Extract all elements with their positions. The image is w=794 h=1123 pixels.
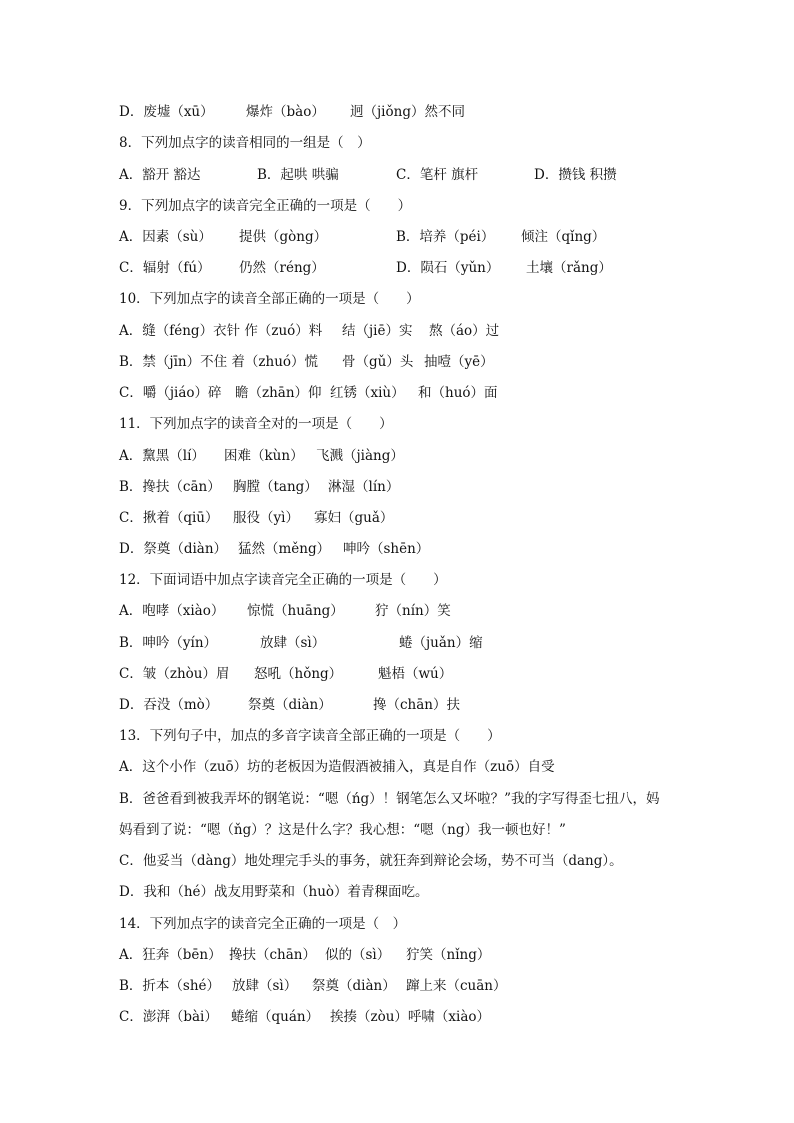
option-text: D．吞没（mò） [119, 697, 219, 713]
option-text: 抽噎（yē） [424, 354, 494, 370]
option-text: 土壤（rǎng） [526, 260, 612, 276]
option-d: D．攒钱 积攒 [534, 167, 617, 183]
option-text: 蹿上来（cuān） [406, 978, 507, 994]
option-text: A．缝（féng）衣针 作（zuó）料 [119, 323, 323, 339]
option-text: 仍然（réng） [239, 260, 325, 276]
option-text: C．辐射（fú） [119, 260, 211, 276]
question-text: 14．下列加点字的读音完全正确的一项是（ ） [119, 916, 407, 932]
option-text: 怒吼（hǒng） [254, 666, 343, 682]
option-text: 瞻（zhān）仰 [235, 385, 322, 401]
option-text: C．揪着（qiū） [119, 510, 219, 526]
option-text: 狞（nín）笑 [375, 603, 451, 619]
option-text: D．我和（hé）战友用野菜和（huò）着青稞面吃。 [119, 884, 429, 900]
option-text: 提供（gòng） [239, 229, 328, 245]
option-text: 搀扶（chān） [229, 947, 316, 963]
option-text: B．培养（péi） [396, 229, 495, 245]
option-text: A．这个小作（zuō）坊的老板因为造假酒被捕入，真是自作（zuō）自受 [119, 759, 555, 775]
option-b: B．起哄 哄骗 [257, 167, 339, 183]
question-text: 8．下列加点字的读音相同的一组是（ ） [119, 135, 371, 151]
option-text: C．他妥当（dàng）地处理完手头的事务，就狂奔到辩论会场，势不可当（dang）。 [119, 853, 623, 869]
question-text: 9．下列加点字的读音完全正确的一项是（ ） [119, 198, 412, 214]
option-c: C．笔杆 旗杆 [396, 167, 479, 183]
option-text: C．皱（zhòu）眉 [119, 666, 230, 682]
option-text: D．陨石（yǔn） [396, 260, 500, 276]
option-text: 和（huó）面 [418, 385, 498, 401]
option-text: A．狂奔（bēn） [119, 947, 222, 963]
option-text: 迥（jiǒng）然不同 [350, 104, 465, 120]
option-text: 放肆（sì） [232, 978, 298, 994]
option-text: 魁梧（wú） [378, 666, 453, 682]
option-text: 挨揍（zòu）呼啸（xiào） [330, 1009, 491, 1025]
option-text: D．祭奠（diàn） [119, 541, 228, 557]
option-text: 爆炸（bào） [246, 104, 325, 120]
option-text: D．废墟（xū） [119, 104, 214, 120]
option-text: 结（jiē）实 [342, 323, 413, 339]
option-text: A．因素（sù） [119, 229, 212, 245]
option-text: 蜷缩（quán） [231, 1009, 320, 1025]
question-text: 13．下列句子中，加点的多音字读音全部正确的一项是（ ） [119, 728, 501, 744]
option-a: A．豁开 豁达 [119, 167, 201, 183]
option-text: 放肆（sì） [260, 635, 326, 651]
option-text: 妈看到了说：“嗯（ňg）？这是什么字？我心想：“嗯（ng）我一顿也好！” [119, 822, 566, 838]
option-text: C．嚼（jiáo）碎 [119, 385, 222, 401]
question-text: 10．下列加点字的读音全部正确的一项是（ ） [119, 291, 420, 307]
option-text: 倾注（qǐng） [521, 229, 606, 245]
option-text: 猛然（měng） [238, 541, 331, 557]
option-text: 似的（sì） [325, 947, 391, 963]
option-text: 飞溅（jiàng） [316, 448, 404, 464]
option-text: A．黧黑（lí） [119, 448, 205, 464]
option-text: 祭奠（diàn） [312, 978, 396, 994]
option-text: 祭奠（diàn） [248, 697, 332, 713]
option-text: 呻吟（shēn） [343, 541, 430, 557]
option-text: A．咆哮（xiào） [119, 603, 225, 619]
option-text: B．爸爸看到被我弄坏的钢笔说：“嗯（ńg）！钢笔怎么又坏啦？”我的字写得歪七扭八，妈 [119, 791, 660, 807]
option-text: 搀（chān）扶 [373, 697, 460, 713]
option-text: C．澎湃（bài） [119, 1009, 218, 1025]
option-text: 困难（kùn） [224, 448, 304, 464]
option-text: B．呻吟（yín） [119, 635, 218, 651]
option-text: 骨（gǔ）头 [342, 354, 414, 370]
option-text: 寡妇（guǎ） [314, 510, 394, 526]
option-text: 惊慌（huāng） [247, 603, 344, 619]
option-text: B．禁（jīn）不住 着（zhuó）慌 [119, 354, 319, 370]
option-text: 胸膛（tang） [233, 479, 318, 495]
option-text: 淋湿（lín） [328, 479, 400, 495]
option-text: 熬（áo）过 [429, 323, 500, 339]
question-text: 12．下面词语中加点字读音完全正确的一项是（ ） [119, 572, 447, 588]
option-text: 蜷（juǎn）缩 [399, 635, 483, 651]
option-text: 红锈（xiù） [330, 385, 405, 401]
option-text: B．折本（shé） [119, 978, 221, 994]
option-text: B．搀扶（cān） [119, 479, 221, 495]
option-text: 服役（yì） [233, 510, 299, 526]
question-text: 11．下列加点字的读音全对的一项是（ ） [119, 416, 393, 432]
option-text: 狞笑（nǐng） [406, 947, 491, 963]
